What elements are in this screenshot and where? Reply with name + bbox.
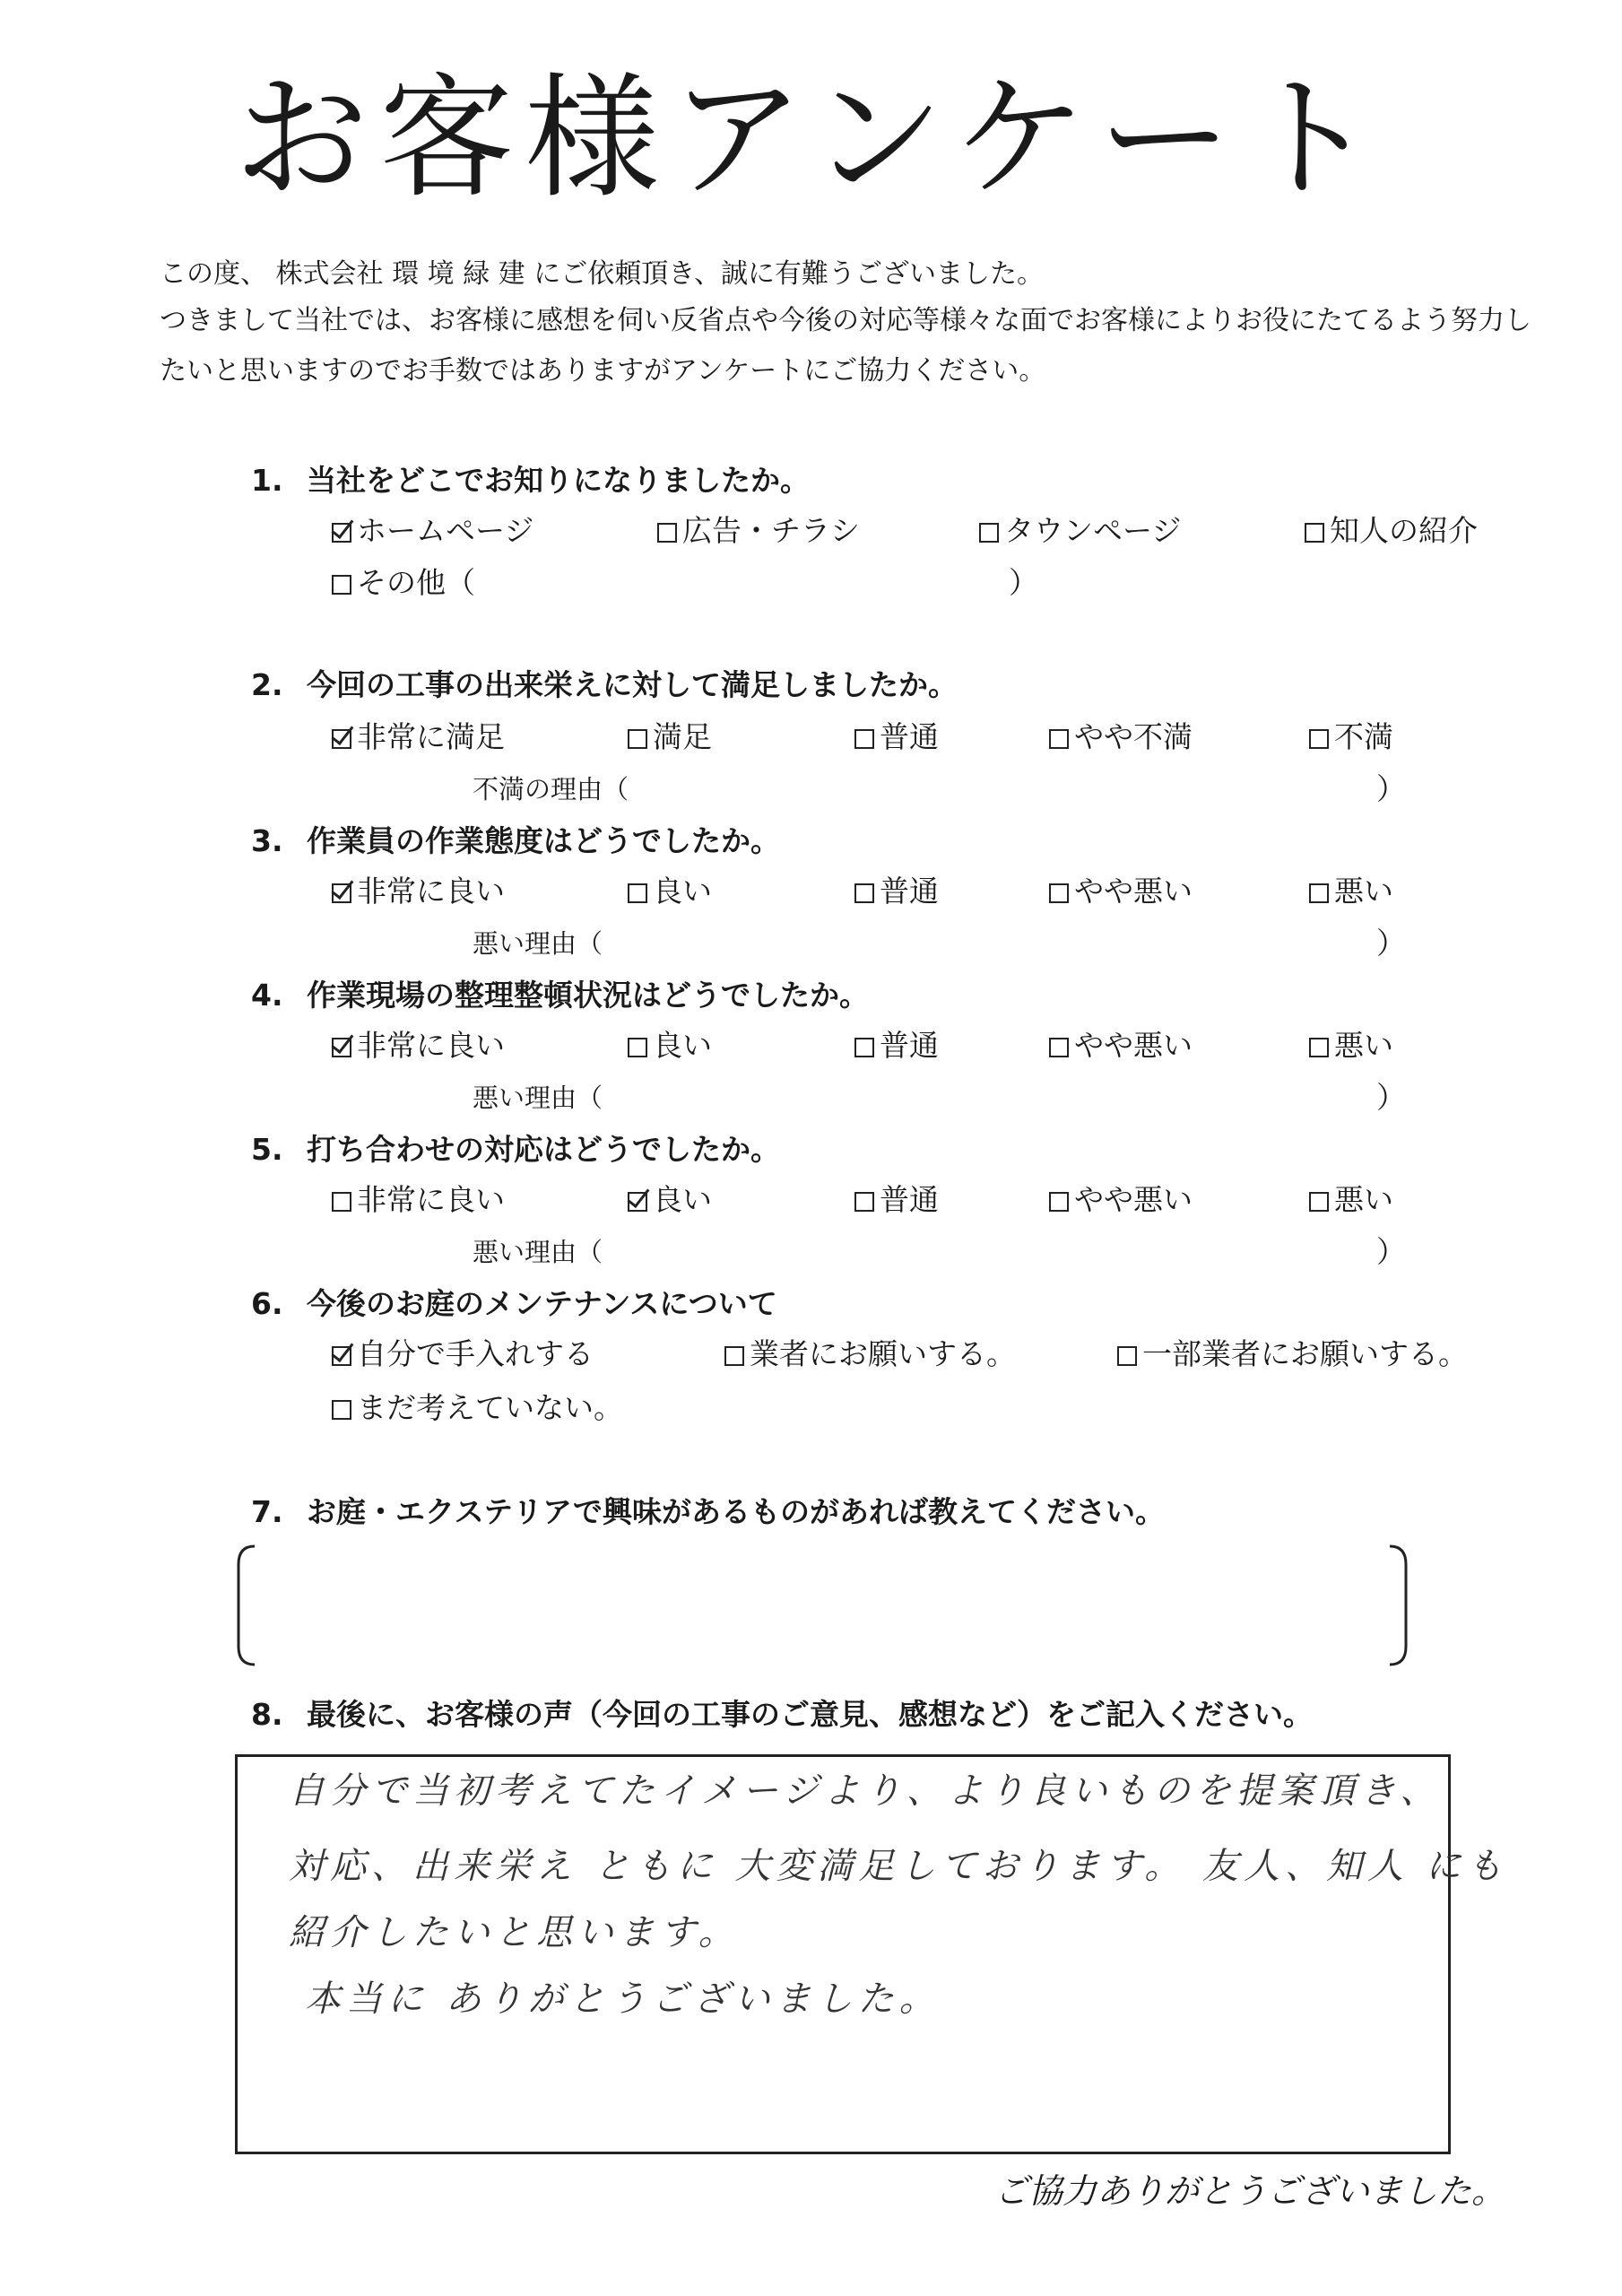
q3-option-somewhat-bad[interactable] (1049, 872, 1193, 911)
question-number: 6. (251, 1286, 283, 1321)
q5-option-very-good[interactable] (332, 1180, 505, 1220)
checkbox-icon[interactable] (854, 729, 874, 749)
option-label: その他（ (357, 565, 475, 600)
q3-option-normal[interactable] (854, 872, 939, 911)
checkbox-icon[interactable] (657, 523, 677, 543)
q2-option-very-satisfied[interactable] (332, 718, 505, 757)
q6-option-contractor[interactable] (724, 1335, 1016, 1374)
q3-reason-label: 悪い理由（ (473, 928, 603, 959)
q2-option-normal[interactable] (854, 718, 939, 757)
checkbox-icon[interactable] (1049, 729, 1069, 749)
checkbox-icon[interactable] (1309, 1038, 1329, 1057)
option-label: やや悪い (1074, 874, 1193, 909)
question-text: 打ち合わせの対応はどうでしたか。 (307, 1132, 780, 1167)
question-text: 作業員の作業態度はどうでしたか。 (307, 823, 780, 858)
question-6-title (251, 1284, 777, 1324)
option-label: 悪い (1334, 874, 1393, 909)
checkbox-icon[interactable] (332, 1400, 351, 1420)
option-label: やや悪い (1074, 1028, 1193, 1063)
checkbox-checked-icon[interactable] (628, 1192, 647, 1212)
handwritten-line-4: 本当に ありがとうございました。 (305, 1979, 941, 2020)
option-label: 非常に良い (357, 874, 505, 909)
question-number: 7. (251, 1494, 283, 1529)
q3-option-good[interactable] (628, 872, 712, 911)
checkbox-icon[interactable] (332, 575, 351, 595)
checkbox-icon[interactable] (979, 523, 999, 543)
question-text: 今回の工事の出来栄えに対して満足しましたか。 (307, 667, 958, 702)
question-2-title (251, 665, 958, 705)
checkbox-checked-icon[interactable] (332, 1038, 351, 1057)
option-label: 良い (653, 1028, 712, 1063)
option-label: 普通 (880, 874, 939, 909)
q1-close-paren: ） (1009, 565, 1038, 600)
checkbox-checked-icon[interactable] (332, 523, 351, 543)
checkbox-icon[interactable] (1117, 1346, 1137, 1366)
q6-option-partial-contractor[interactable] (1117, 1335, 1468, 1374)
option-label: 自分で手入れする (357, 1336, 594, 1371)
q1-option-townpage[interactable] (979, 511, 1181, 551)
handwritten-line-1: 自分で当初考えてたイメージより、より良いものを提案頂き、 (289, 1770, 1442, 1812)
option-label: 業者にお願いする。 (750, 1336, 1016, 1371)
checkbox-icon[interactable] (628, 883, 647, 903)
q4-option-normal[interactable] (854, 1026, 939, 1065)
option-label: 良い (653, 874, 712, 909)
q2-option-somewhat-unsatisfied[interactable] (1049, 718, 1193, 757)
option-label: やや不満 (1074, 719, 1193, 754)
q3-option-bad[interactable] (1309, 872, 1393, 911)
question-7-title (251, 1492, 1165, 1532)
q5-reason-label: 悪い理由（ (473, 1237, 603, 1267)
checkbox-checked-icon[interactable] (332, 883, 351, 903)
question-number: 4. (251, 978, 283, 1013)
checkbox-checked-icon[interactable] (332, 1346, 351, 1366)
bracket-frame-icon (235, 1543, 1409, 1668)
checkbox-icon[interactable] (1309, 729, 1329, 749)
question-5-title (251, 1130, 780, 1170)
q4-option-good[interactable] (628, 1026, 712, 1065)
question-1-title (251, 461, 810, 500)
q1-option-homepage[interactable] (332, 511, 533, 551)
question-8-title (251, 1695, 1313, 1735)
q3-option-very-good[interactable] (332, 872, 505, 911)
q7-answer-area[interactable] (235, 1543, 1409, 1668)
question-text: 最後に、お客様の声（今回の工事のご意見、感想など）をご記入ください。 (307, 1697, 1313, 1732)
question-4-title (251, 976, 869, 1015)
question-number: 1. (251, 463, 283, 498)
option-label: やや悪い (1074, 1182, 1193, 1217)
question-number: 3. (251, 823, 283, 858)
question-3-title (251, 822, 780, 861)
q6-option-undecided[interactable] (332, 1388, 623, 1428)
q5-option-somewhat-bad[interactable] (1049, 1180, 1193, 1220)
option-label: ホームページ (357, 513, 534, 548)
q5-option-good[interactable] (628, 1180, 712, 1220)
q2-option-unsatisfied[interactable] (1309, 718, 1393, 757)
option-label: 非常に良い (357, 1182, 505, 1217)
intro-line-1: この度、 株式会社 環 境 緑 建 にご依頼頂き、誠に有難うございました。 (160, 258, 1045, 290)
option-label: 非常に良い (357, 1028, 505, 1063)
q1-option-acquaintance[interactable] (1305, 511, 1478, 551)
q5-option-normal[interactable] (854, 1180, 939, 1220)
option-label: 知人の紹介 (1330, 513, 1478, 548)
checkbox-checked-icon[interactable] (332, 729, 351, 749)
question-text: 今後のお庭のメンテナンスについて (307, 1286, 777, 1321)
option-label: 広告・チラシ (682, 513, 860, 548)
q6-option-self-maintenance[interactable] (332, 1335, 594, 1374)
checkbox-icon[interactable] (1049, 883, 1069, 903)
q2-option-satisfied[interactable] (628, 718, 712, 757)
checkbox-icon[interactable] (1049, 1192, 1069, 1212)
checkbox-icon[interactable] (724, 1346, 744, 1366)
option-label: 一部業者にお願いする。 (1142, 1336, 1468, 1371)
checkbox-icon[interactable] (1049, 1038, 1069, 1057)
question-number: 2. (251, 667, 283, 702)
q1-option-other[interactable] (332, 563, 475, 603)
q4-option-bad[interactable] (1309, 1026, 1393, 1065)
intro-line-2: つきまして当社では、お客様に感想を伺い反省点や今後の対応等様々な面でお客様によりお役にたてるよう努力し (160, 305, 1531, 336)
q3-close-paren: ） (1376, 926, 1406, 961)
q4-option-very-good[interactable] (332, 1026, 505, 1065)
intro-line-3: たいと思いますのでお手数ではありますがアンケートにご協力ください。 (160, 355, 1046, 387)
checkbox-icon[interactable] (1309, 883, 1329, 903)
question-text: 当社をどこでお知りになりましたか。 (307, 463, 810, 498)
option-label: 満足 (653, 719, 712, 754)
checkbox-icon[interactable] (1309, 1192, 1329, 1212)
question-number: 5. (251, 1132, 283, 1167)
question-text: 作業現場の整理整頓状況はどうでしたか。 (307, 978, 869, 1013)
closing-thanks: ご協力ありがとうございました。 (993, 2171, 1505, 2211)
checkbox-icon[interactable] (628, 1038, 647, 1057)
checkbox-icon[interactable] (628, 729, 647, 749)
checkbox-icon[interactable] (854, 883, 874, 903)
question-number: 8. (251, 1697, 283, 1732)
option-label: 不満 (1334, 719, 1393, 754)
option-label: 普通 (880, 719, 939, 754)
option-label: 悪い (1334, 1182, 1393, 1217)
question-text: お庭・エクステリアで興味があるものがあれば教えてください。 (307, 1494, 1165, 1529)
checkbox-icon[interactable] (1305, 523, 1324, 543)
option-label: 悪い (1334, 1028, 1393, 1063)
q4-option-somewhat-bad[interactable] (1049, 1026, 1193, 1065)
option-label: タウンページ (1004, 513, 1182, 548)
checkbox-icon[interactable] (854, 1192, 874, 1212)
q1-option-ad-flyer[interactable] (657, 511, 860, 551)
handwritten-line-3: 紹介したいと思います。 (289, 1912, 740, 1953)
q5-close-paren: ） (1376, 1234, 1406, 1269)
checkbox-icon[interactable] (854, 1038, 874, 1057)
q4-close-paren: ） (1376, 1080, 1406, 1115)
option-label: 普通 (880, 1182, 939, 1217)
option-label: 普通 (880, 1028, 939, 1063)
handwritten-line-2: 対応、出来栄え ともに 大変満足しております。 友人、知人 にも (289, 1846, 1508, 1887)
q4-reason-label: 悪い理由（ (473, 1083, 603, 1113)
q2-close-paren: ） (1376, 771, 1406, 806)
option-label: まだ考えていない。 (357, 1390, 623, 1425)
option-label: 良い (653, 1182, 712, 1217)
q5-option-bad[interactable] (1309, 1180, 1393, 1220)
q2-reason-label: 不満の理由（ (473, 774, 629, 804)
survey-title: お客様アンケート (233, 61, 1388, 217)
checkbox-icon[interactable] (332, 1192, 351, 1212)
option-label: 非常に満足 (357, 719, 505, 754)
